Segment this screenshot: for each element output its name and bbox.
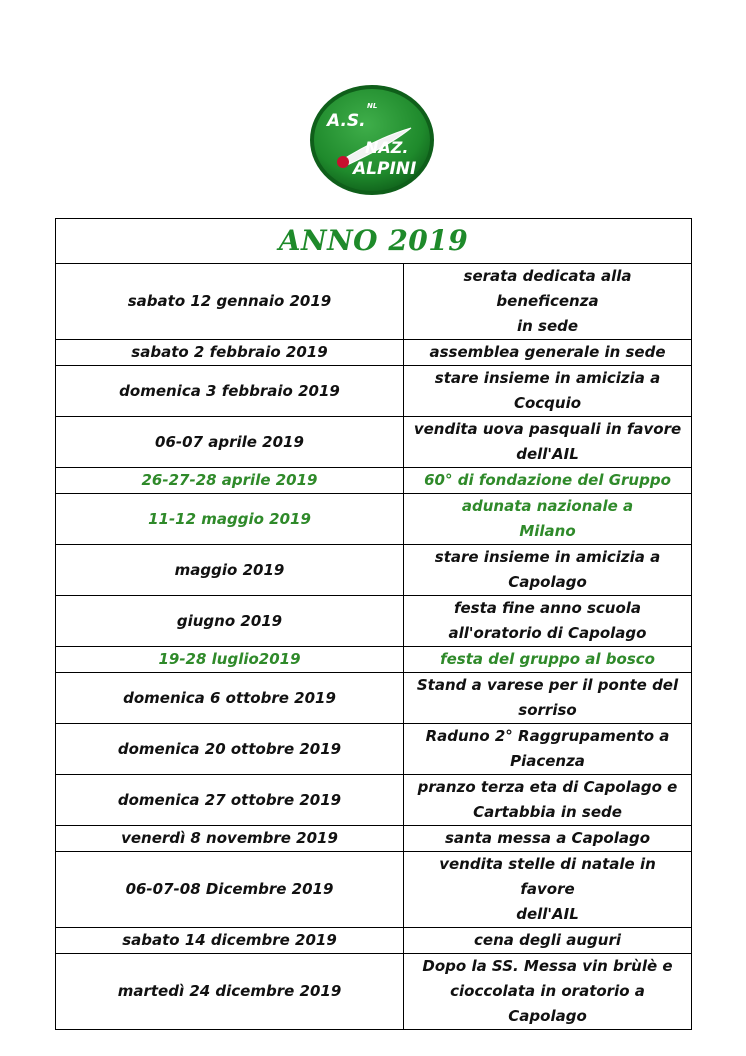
event-description (404, 596, 692, 647)
event-description-line: Capolago (508, 573, 587, 591)
event-description-line: vendita uova pasquali in favore (413, 420, 682, 438)
table-row (56, 264, 692, 340)
table-row (56, 494, 692, 545)
event-date: domenica 27 ottobre 2019 (56, 775, 404, 826)
event-description (404, 264, 692, 340)
table-row (56, 954, 692, 1030)
event-description-line: pranzo terza eta di Capolago e (417, 778, 678, 796)
event-description (404, 494, 692, 545)
event-description (404, 724, 692, 775)
event-date: 11-12 maggio 2019 (56, 494, 404, 545)
table-row (56, 468, 692, 494)
ana-logo (309, 84, 435, 196)
event-description-line: Piacenza (510, 752, 585, 770)
event-description-line: Stand a varese per il ponte del (416, 676, 679, 694)
table-row (56, 545, 692, 596)
table-row (56, 852, 692, 928)
events-table (55, 218, 692, 1030)
event-date: 06-07-08 Dicembre 2019 (56, 852, 404, 928)
event-date: domenica 6 ottobre 2019 (56, 673, 404, 724)
title-row (56, 219, 692, 264)
event-date: 26-27-28 aprile 2019 (56, 468, 404, 494)
event-description-line: cena degli auguri (474, 931, 621, 949)
table-title: ANNO 2019 (56, 219, 692, 264)
event-date: sabato 12 gennaio 2019 (56, 264, 404, 340)
event-date: 19-28 luglio2019 (56, 647, 404, 673)
event-description-line: festa fine anno scuola (453, 599, 642, 617)
event-description-line: santa messa a Capolago (444, 829, 651, 847)
event-description-line: in sede (516, 317, 579, 335)
table-row (56, 724, 692, 775)
event-description (404, 545, 692, 596)
table-row (56, 366, 692, 417)
event-description (404, 340, 692, 366)
event-description (404, 417, 692, 468)
event-description-line: stare insieme in amicizia a (434, 548, 661, 566)
event-description (404, 468, 692, 494)
logo-text-bottom: ALPINI (353, 159, 417, 179)
event-description-line: sorriso (518, 701, 577, 719)
event-description-line: Cocquio (513, 394, 582, 412)
event-date: domenica 3 febbraio 2019 (56, 366, 404, 417)
event-description-line: adunata nazionale a (461, 497, 634, 515)
event-date: maggio 2019 (56, 545, 404, 596)
table-row (56, 417, 692, 468)
event-description-line: festa del gruppo al bosco (440, 650, 655, 668)
event-description-line: all'oratorio di Capolago (448, 624, 647, 642)
event-description-line: dell'AIL (516, 445, 579, 463)
table-row (56, 340, 692, 366)
event-date: giugno 2019 (56, 596, 404, 647)
event-description-line: dell'AIL (516, 905, 579, 923)
event-date: domenica 20 ottobre 2019 (56, 724, 404, 775)
event-description (404, 852, 692, 928)
event-description-line: Dopo la SS. Messa vin brùlè e (422, 957, 673, 975)
table-row (56, 647, 692, 673)
event-date: 06-07 aprile 2019 (56, 417, 404, 468)
event-date: venerdì 8 novembre 2019 (56, 826, 404, 852)
event-description (404, 775, 692, 826)
logo-text-sup: NL (367, 102, 378, 110)
logo-text-top: A.S. (327, 111, 366, 131)
table-row (56, 826, 692, 852)
event-description-line: Raduno 2° Raggrupamento a (425, 727, 670, 745)
event-description-line: Cartabbia in sede (473, 803, 622, 821)
logo-text-mid: NAZ. (365, 138, 409, 157)
event-date: sabato 14 dicembre 2019 (56, 928, 404, 954)
event-date: martedì 24 dicembre 2019 (56, 954, 404, 1030)
event-description (404, 954, 692, 1030)
table-row (56, 775, 692, 826)
event-description (404, 673, 692, 724)
event-description-line: stare insieme in amicizia a (434, 369, 661, 387)
event-description-line: 60° di fondazione del Gruppo (424, 471, 671, 489)
event-description (404, 366, 692, 417)
event-date: sabato 2 febbraio 2019 (56, 340, 404, 366)
red-tassel-icon (337, 156, 349, 168)
event-description (404, 647, 692, 673)
event-description-line: cioccolata in oratorio a Capolago (450, 982, 645, 1025)
event-description-line: serata dedicata alla beneficenza (463, 267, 632, 310)
ana-logo-emblem (309, 84, 435, 196)
table-row (56, 673, 692, 724)
event-description-line: vendita stelle di natale in favore (439, 855, 656, 898)
event-description (404, 826, 692, 852)
event-description (404, 928, 692, 954)
event-description-line: Milano (519, 522, 576, 540)
table-row (56, 596, 692, 647)
table-row (56, 928, 692, 954)
event-description-line: assemblea generale in sede (429, 343, 666, 361)
